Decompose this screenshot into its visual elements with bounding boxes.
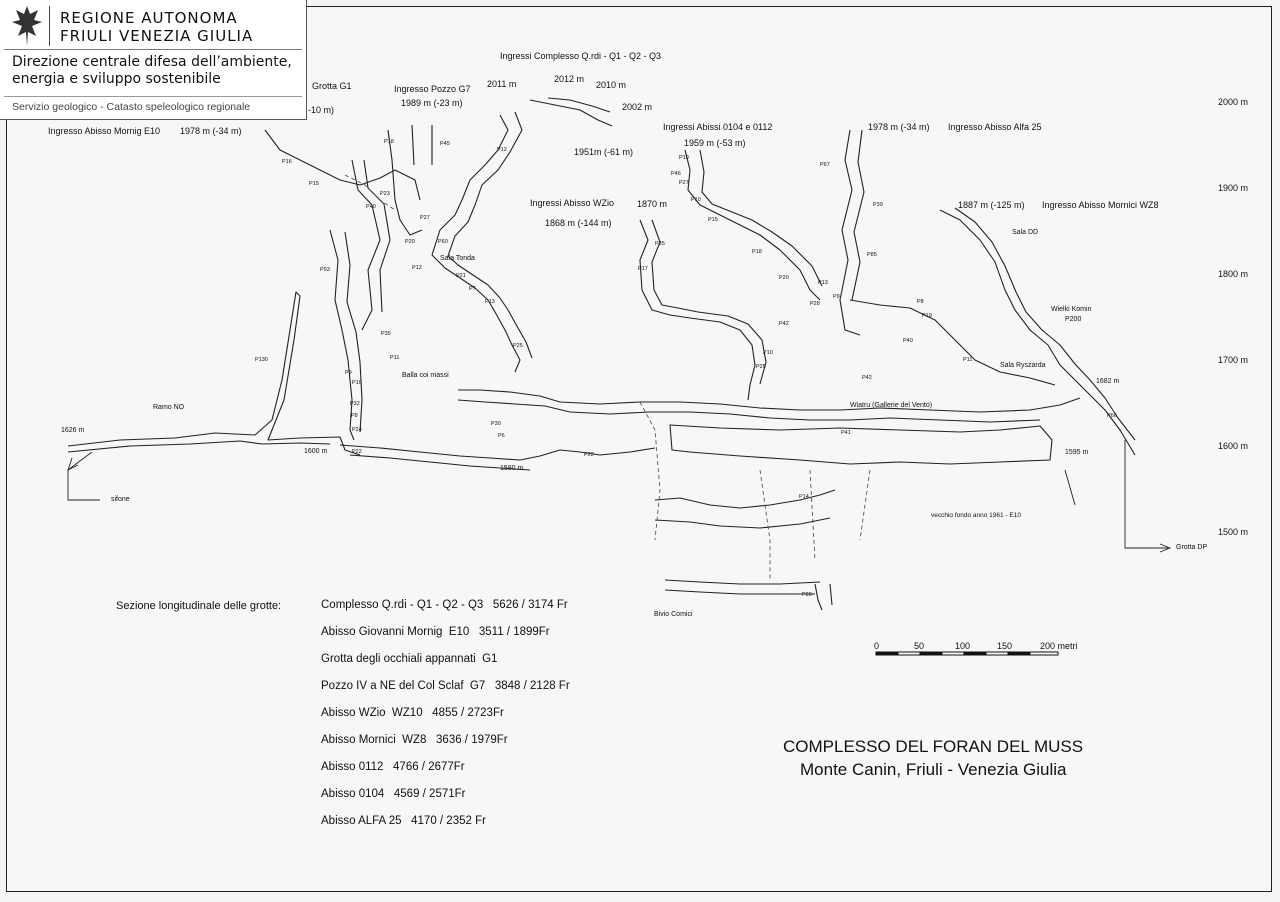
ramo-no-lower <box>68 441 330 452</box>
shaft-label: P12 <box>497 147 507 153</box>
g7-shaft <box>412 125 432 165</box>
map-label: Wielki Komin <box>1051 306 1092 313</box>
entrance-label: 1978 m (-34 m) <box>180 126 242 136</box>
shaft-label: P24 <box>352 427 362 433</box>
qrdi-upper <box>530 98 612 126</box>
altitude-label: 1800 m <box>1218 269 1249 279</box>
shaft-label: P85 <box>867 252 877 258</box>
map-label: Sala Tonda <box>440 255 475 262</box>
service-name: Servizio geologico - Catasto speleologico regionale <box>12 101 251 113</box>
shaft-label: P18 <box>752 249 762 255</box>
wzio-shafts-b <box>652 217 766 384</box>
entrance-label: 2012 m <box>554 74 585 84</box>
entrance-label: 2011 m <box>487 79 517 89</box>
legend-item: Abisso Mornici WZ8 3636 / 1979Fr <box>321 734 508 746</box>
lower-passage-b <box>350 455 530 470</box>
altitude-label: 2000 m <box>1218 97 1249 107</box>
shaft-label: P41 <box>841 430 851 436</box>
shaft-label: P28 <box>810 301 820 307</box>
shaft-label: P16 <box>282 159 292 165</box>
header-divider <box>4 49 302 50</box>
ramo-no-passage <box>68 292 360 455</box>
alfa25-shaft-b <box>852 130 864 300</box>
map-subtitle: Monte Canin, Friuli - Venezia Giulia <box>800 760 1067 779</box>
shaft-p93 <box>330 230 354 440</box>
shaft-label: P11 <box>963 357 973 363</box>
abisso-0104-0112 <box>685 150 820 300</box>
p20-drop <box>815 584 832 610</box>
shaft-label: P35 <box>381 331 391 337</box>
map-label: Bivio Comici <box>654 611 693 618</box>
entrance-label: Ingresso Abisso Mornici WZ8 <box>1042 200 1159 210</box>
shaft-label: P25 <box>756 364 766 370</box>
altitude-label: 1900 m <box>1218 183 1249 193</box>
shaft-label: P10 <box>691 197 701 203</box>
shaft-label: P60 <box>438 239 448 245</box>
region-header <box>0 0 307 120</box>
map-label: Sala DD <box>1012 229 1039 236</box>
entrance-label: 1951m (-61 m) <box>574 147 634 157</box>
shaft-label: P8 <box>351 413 358 419</box>
scale-tick-label: 50 <box>914 641 925 651</box>
shaft-label: P19 <box>922 313 932 319</box>
shaft-label: P10 <box>352 380 362 386</box>
shaft-label: P6 <box>498 433 505 439</box>
logo-divider <box>49 6 50 46</box>
dashed-connection-4 <box>345 175 395 210</box>
qrdi-passage-b <box>448 112 532 358</box>
shaft-label: P20 <box>405 239 415 245</box>
shaft-label: P93 <box>320 267 330 273</box>
altitude-label: 1500 m <box>1218 527 1249 537</box>
shaft-label: P10 <box>763 350 773 356</box>
shaft-label: P13 <box>818 280 828 286</box>
shaft-label: P20 <box>779 275 789 281</box>
map-label: 1626 m <box>61 427 85 434</box>
shaft-label: P42 <box>779 321 789 327</box>
map-label: Ramo NO <box>153 404 185 411</box>
altitude-label: 1600 m <box>1218 441 1249 451</box>
shaft-label: P23 <box>380 191 390 197</box>
shaft-label: P66 <box>1107 413 1117 419</box>
bivio-comici-area <box>655 490 835 528</box>
entrance-label: Ingresso Abisso Alfa 25 <box>948 122 1042 132</box>
g1-passages <box>265 130 420 200</box>
map-label: Grotta DP <box>1176 544 1208 551</box>
entrance-label: -10 m) <box>308 105 335 115</box>
shaft-label: P32 <box>350 401 360 407</box>
altitude-label: 1700 m <box>1218 355 1249 365</box>
scale-tick-label: 0 <box>874 641 880 651</box>
shaft-label: P22 <box>352 449 362 455</box>
eagle-icon <box>10 4 44 48</box>
entrance-label: 1887 m (-125 m) <box>958 200 1025 210</box>
entrance-label: Ingressi Abissi 0104 e 0112 <box>663 122 773 132</box>
vecchio-fondo-arrow <box>1065 470 1075 505</box>
wz8-shaft <box>940 210 1135 455</box>
header-divider-2 <box>4 96 302 97</box>
shaft-label: P22 <box>584 452 594 458</box>
shaft-label: P15 <box>309 181 319 187</box>
qrdi-passage <box>432 115 520 372</box>
shaft-p93-b <box>345 232 362 432</box>
legend-heading: Sezione longitudinale delle grotte: <box>116 600 282 612</box>
map-label: 1580 m <box>500 465 524 472</box>
map-label: 1600 m <box>304 448 328 455</box>
sifone-arrow <box>68 452 100 500</box>
shaft-label: P25 <box>513 343 523 349</box>
map-label: sifone <box>111 496 130 503</box>
region-name-line2: FRIULI VENEZIA GIULIA <box>60 27 254 45</box>
entrance-label: 1868 m (-144 m) <box>545 218 612 228</box>
legend-item: Grotta degli occhiali appannati G1 <box>321 653 498 665</box>
shaft-label: P35 <box>655 241 665 247</box>
shaft-label: P9 <box>345 370 352 376</box>
bivio-comici-lower <box>665 580 820 594</box>
shaft-label: P12 <box>412 265 422 271</box>
shaft-label: P15 <box>708 217 718 223</box>
shaft-label: P130 <box>255 357 268 363</box>
legend-list <box>321 596 570 839</box>
scale-tick-label: 150 <box>997 641 1013 651</box>
entrance-label: 2002 m <box>622 102 653 112</box>
shaft-label: P40 <box>366 204 376 210</box>
direction-line2: energia e sviluppo sostenibile <box>12 71 221 87</box>
entrance-label: Ingressi Abisso WZio <box>530 198 615 208</box>
scale-bar <box>876 652 1058 655</box>
map-label: 1595 m <box>1065 449 1089 456</box>
dashed-connection-1 <box>640 402 660 540</box>
shaft-label: P42 <box>862 375 872 381</box>
map-label: Wiatru (Gallerie del Vento) <box>850 402 933 409</box>
map-label: P200 <box>1065 316 1082 323</box>
shaft-label: P27 <box>420 215 430 221</box>
shaft-label: P27 <box>679 180 689 186</box>
direction-line1: Direzione centrale difesa dell’ambiente, <box>12 54 292 70</box>
legend-item: Abisso 0112 4766 / 2677Fr <box>321 761 465 773</box>
g1-shaft <box>388 130 422 235</box>
shaft-label: P39 <box>873 202 883 208</box>
dashed-connection-2 <box>760 470 770 580</box>
entrance-label: 1989 m (-23 m) <box>401 98 463 108</box>
main-gallery <box>458 390 1080 412</box>
entrance-label: 1959 m (-53 m) <box>684 138 746 148</box>
shaft-label: P14 <box>799 494 809 500</box>
shaft-label: P18 <box>384 139 394 145</box>
legend-item: Abisso ALFA 25 4170 / 2352 Fr <box>321 815 486 827</box>
alfa25-gallery <box>850 300 1055 385</box>
shaft-label: P46 <box>671 171 681 177</box>
shaft-label: P45 <box>440 141 450 147</box>
shaft-label: P20 <box>802 592 812 598</box>
shaft-label: P19 <box>679 155 689 161</box>
map-label: Balla coi massi <box>402 372 449 379</box>
abisso-0104-0112-b <box>700 150 822 286</box>
shaft-label: P8 <box>917 299 924 305</box>
map-title: COMPLESSO DEL FORAN DEL MUSS <box>783 737 1084 756</box>
legend-item: Abisso Giovanni Mornig E10 3511 / 1899Fr <box>321 626 550 638</box>
legend-item: Abisso 0104 4569 / 2571Fr <box>321 788 466 800</box>
shaft-label: P9 <box>833 294 840 300</box>
map-label: vecchio fondo anno 1961 - E10 <box>931 512 1021 519</box>
legend-item: Abisso WZio WZ10 4855 / 2723Fr <box>321 707 504 719</box>
wzio-shafts <box>640 217 755 400</box>
entrance-label: 1870 m <box>637 199 668 209</box>
shaft-label: P11 <box>390 355 400 361</box>
shaft-label: P7 <box>469 286 476 292</box>
scale-tick-label: 100 <box>955 641 971 651</box>
shaft-label: P13 <box>485 299 495 305</box>
entrance-label: Ingresso Abisso Mornig E10 <box>48 126 161 136</box>
dashed-connection-3 <box>810 470 870 560</box>
scale-tick-label: 200 metri <box>1040 641 1078 651</box>
entrance-label: Ingressi Complesso Q.rdi - Q1 - Q2 - Q3 <box>500 51 662 61</box>
region-name-line1: REGIONE AUTONOMA <box>60 9 238 27</box>
entrance-label: Ingresso Pozzo G7 <box>394 84 471 94</box>
shaft-label: P67 <box>820 162 830 168</box>
wiatru-gallery <box>670 425 1052 464</box>
grotta-dp-arrow <box>1125 440 1168 548</box>
shaft-label: P30 <box>491 421 501 427</box>
shaft-label: P21 <box>456 273 466 279</box>
shaft-label: P40 <box>903 338 913 344</box>
entrance-label: Grotta G1 <box>312 81 352 91</box>
entrance-label: 2010 m <box>596 80 627 90</box>
map-label: 1682 m <box>1096 378 1120 385</box>
entrance-label: 1978 m (-34 m) <box>868 122 930 132</box>
shaft-label: P17 <box>638 266 648 272</box>
map-label: Sala Ryszarda <box>1000 362 1046 369</box>
alfa25-shaft <box>840 130 860 335</box>
legend-item: Pozzo IV a NE del Col Sclaf G7 3848 / 2128 Fr <box>321 680 570 692</box>
legend-item: Complesso Q.rdi - Q1 - Q2 - Q3 5626 / 3174 Fr <box>321 599 568 611</box>
